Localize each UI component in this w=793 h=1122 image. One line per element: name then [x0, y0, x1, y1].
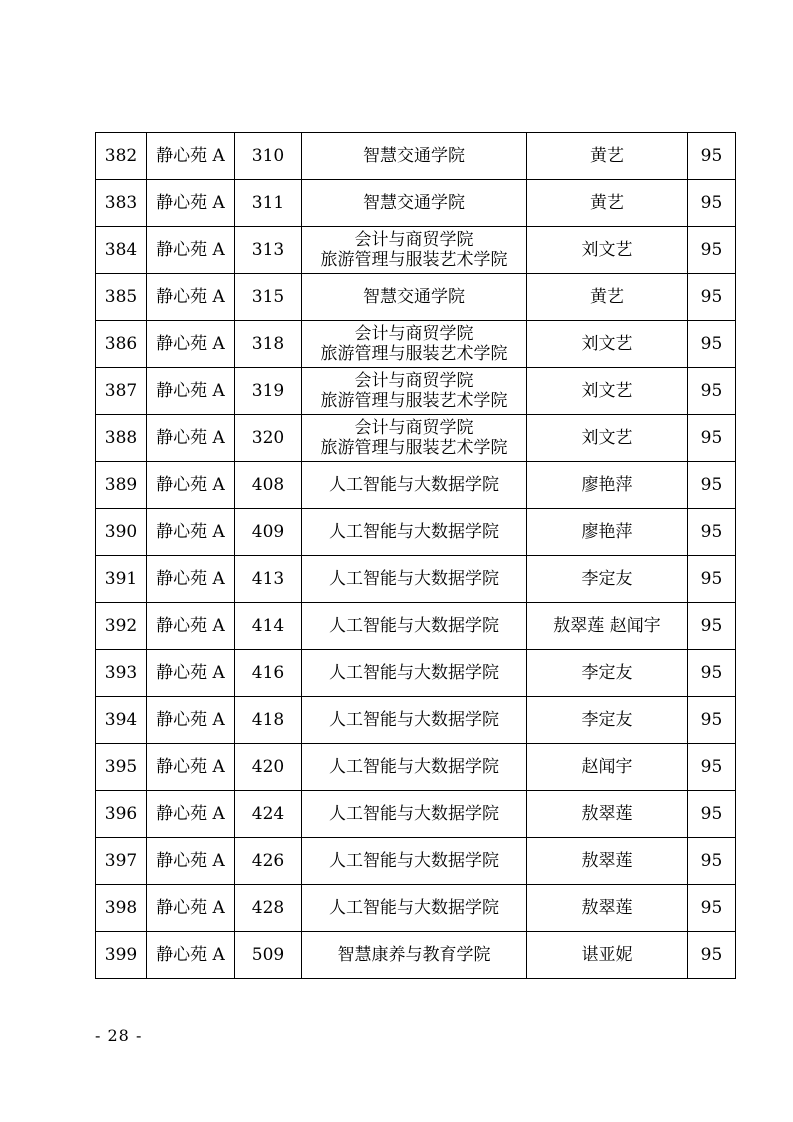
room-number-cell: 318	[235, 321, 302, 368]
building-cell: 静心苑 A	[147, 932, 235, 979]
table-row	[96, 415, 736, 462]
room-number-cell: 315	[235, 274, 302, 321]
manager-cell: 谌亚妮	[527, 932, 688, 979]
table-row	[96, 932, 736, 979]
score-cell: 95	[688, 885, 736, 932]
row-number-cell: 399	[96, 932, 147, 979]
score-cell: 95	[688, 415, 736, 462]
row-number-cell: 389	[96, 462, 147, 509]
room-number-cell: 509	[235, 932, 302, 979]
table-row	[96, 368, 736, 415]
room-number-cell: 418	[235, 697, 302, 744]
score-cell: 95	[688, 744, 736, 791]
row-number-cell: 395	[96, 744, 147, 791]
table-body	[96, 133, 736, 979]
department-line: 人工智能与大数据学院	[329, 898, 499, 918]
building-cell: 静心苑 A	[147, 227, 235, 274]
department-cell	[302, 697, 527, 744]
score-cell: 95	[688, 274, 736, 321]
manager-cell: 黄艺	[527, 274, 688, 321]
table-row	[96, 274, 736, 321]
row-number-cell: 398	[96, 885, 147, 932]
department-line: 智慧交通学院	[363, 287, 465, 307]
department-line: 人工智能与大数据学院	[329, 522, 499, 542]
department-cell	[302, 744, 527, 791]
building-cell: 静心苑 A	[147, 368, 235, 415]
department-cell	[302, 556, 527, 603]
manager-cell: 敖翠莲	[527, 791, 688, 838]
room-number-cell: 408	[235, 462, 302, 509]
building-cell: 静心苑 A	[147, 603, 235, 650]
manager-cell: 刘文艺	[527, 321, 688, 368]
department-cell	[302, 274, 527, 321]
department-line: 智慧交通学院	[363, 146, 465, 166]
room-number-cell: 319	[235, 368, 302, 415]
department-cell	[302, 838, 527, 885]
department-line: 人工智能与大数据学院	[329, 616, 499, 636]
room-number-cell: 424	[235, 791, 302, 838]
room-number-cell: 320	[235, 415, 302, 462]
department-line: 旅游管理与服装艺术学院	[320, 250, 508, 270]
building-cell: 静心苑 A	[147, 415, 235, 462]
row-number-cell: 391	[96, 556, 147, 603]
department-cell	[302, 415, 527, 462]
row-number-cell: 385	[96, 274, 147, 321]
table-row	[96, 462, 736, 509]
department-line: 智慧交通学院	[363, 193, 465, 213]
table-row	[96, 556, 736, 603]
table-row	[96, 227, 736, 274]
table-row	[96, 744, 736, 791]
manager-cell: 李定友	[527, 697, 688, 744]
building-cell: 静心苑 A	[147, 650, 235, 697]
manager-cell: 李定友	[527, 650, 688, 697]
department-line: 会计与商贸学院	[354, 371, 474, 391]
dormitory-score-table-container	[95, 132, 735, 979]
row-number-cell: 396	[96, 791, 147, 838]
manager-cell: 赵闻宇	[527, 744, 688, 791]
manager-cell: 敖翠莲 赵闻宇	[527, 603, 688, 650]
room-number-cell: 310	[235, 133, 302, 180]
table-row	[96, 509, 736, 556]
department-line: 旅游管理与服装艺术学院	[320, 438, 508, 458]
page-number: - 28 -	[95, 1026, 143, 1045]
department-line: 会计与商贸学院	[354, 230, 474, 250]
manager-cell: 李定友	[527, 556, 688, 603]
table-row	[96, 603, 736, 650]
building-cell: 静心苑 A	[147, 791, 235, 838]
manager-cell: 刘文艺	[527, 368, 688, 415]
score-cell: 95	[688, 650, 736, 697]
score-cell: 95	[688, 838, 736, 885]
department-line: 人工智能与大数据学院	[329, 851, 499, 871]
room-number-cell: 426	[235, 838, 302, 885]
table-row	[96, 697, 736, 744]
row-number-cell: 384	[96, 227, 147, 274]
room-number-cell: 313	[235, 227, 302, 274]
table-row	[96, 180, 736, 227]
score-cell: 95	[688, 603, 736, 650]
room-number-cell: 413	[235, 556, 302, 603]
dormitory-score-table	[95, 132, 736, 979]
table-row	[96, 885, 736, 932]
score-cell: 95	[688, 932, 736, 979]
department-cell	[302, 650, 527, 697]
department-line: 人工智能与大数据学院	[329, 757, 499, 777]
score-cell: 95	[688, 556, 736, 603]
manager-cell: 廖艳萍	[527, 509, 688, 556]
department-cell	[302, 462, 527, 509]
room-number-cell: 311	[235, 180, 302, 227]
building-cell: 静心苑 A	[147, 697, 235, 744]
row-number-cell: 393	[96, 650, 147, 697]
building-cell: 静心苑 A	[147, 133, 235, 180]
manager-cell: 刘文艺	[527, 227, 688, 274]
table-row	[96, 321, 736, 368]
manager-cell: 刘文艺	[527, 415, 688, 462]
department-cell	[302, 227, 527, 274]
building-cell: 静心苑 A	[147, 509, 235, 556]
room-number-cell: 416	[235, 650, 302, 697]
department-cell	[302, 509, 527, 556]
score-cell: 95	[688, 180, 736, 227]
department-line: 智慧康养与教育学院	[337, 945, 491, 965]
manager-cell: 黄艺	[527, 180, 688, 227]
department-line: 人工智能与大数据学院	[329, 710, 499, 730]
score-cell: 95	[688, 462, 736, 509]
department-line: 人工智能与大数据学院	[329, 475, 499, 495]
score-cell: 95	[688, 791, 736, 838]
department-cell	[302, 932, 527, 979]
department-cell	[302, 321, 527, 368]
table-row	[96, 650, 736, 697]
building-cell: 静心苑 A	[147, 462, 235, 509]
manager-cell: 敖翠莲	[527, 885, 688, 932]
score-cell: 95	[688, 133, 736, 180]
department-cell	[302, 133, 527, 180]
room-number-cell: 414	[235, 603, 302, 650]
manager-cell: 廖艳萍	[527, 462, 688, 509]
row-number-cell: 392	[96, 603, 147, 650]
table-row	[96, 133, 736, 180]
building-cell: 静心苑 A	[147, 885, 235, 932]
building-cell: 静心苑 A	[147, 838, 235, 885]
manager-cell: 敖翠莲	[527, 838, 688, 885]
department-line: 旅游管理与服装艺术学院	[320, 344, 508, 364]
building-cell: 静心苑 A	[147, 274, 235, 321]
room-number-cell: 428	[235, 885, 302, 932]
manager-cell: 黄艺	[527, 133, 688, 180]
building-cell: 静心苑 A	[147, 180, 235, 227]
row-number-cell: 394	[96, 697, 147, 744]
department-cell	[302, 791, 527, 838]
department-line: 人工智能与大数据学院	[329, 663, 499, 683]
department-line: 人工智能与大数据学院	[329, 569, 499, 589]
department-cell	[302, 885, 527, 932]
department-cell	[302, 368, 527, 415]
row-number-cell: 386	[96, 321, 147, 368]
row-number-cell: 383	[96, 180, 147, 227]
building-cell: 静心苑 A	[147, 321, 235, 368]
score-cell: 95	[688, 697, 736, 744]
row-number-cell: 388	[96, 415, 147, 462]
table-row	[96, 791, 736, 838]
department-line: 会计与商贸学院	[354, 324, 474, 344]
room-number-cell: 409	[235, 509, 302, 556]
department-cell	[302, 180, 527, 227]
room-number-cell: 420	[235, 744, 302, 791]
department-cell	[302, 603, 527, 650]
score-cell: 95	[688, 509, 736, 556]
department-line: 旅游管理与服装艺术学院	[320, 391, 508, 411]
building-cell: 静心苑 A	[147, 556, 235, 603]
score-cell: 95	[688, 321, 736, 368]
department-line: 会计与商贸学院	[354, 418, 474, 438]
row-number-cell: 382	[96, 133, 147, 180]
table-row	[96, 838, 736, 885]
department-line: 人工智能与大数据学院	[329, 804, 499, 824]
row-number-cell: 397	[96, 838, 147, 885]
score-cell: 95	[688, 368, 736, 415]
building-cell: 静心苑 A	[147, 744, 235, 791]
score-cell: 95	[688, 227, 736, 274]
row-number-cell: 390	[96, 509, 147, 556]
row-number-cell: 387	[96, 368, 147, 415]
